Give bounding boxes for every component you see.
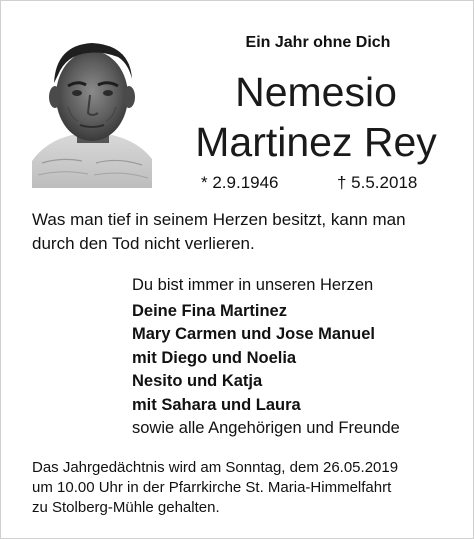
memorial-quote <box>32 208 452 256</box>
quote-line: durch den Tod nicht verlieren. <box>32 234 255 253</box>
subtitle: Ein Jahr ohne Dich <box>245 34 391 51</box>
life-dates <box>161 172 474 194</box>
notice-line: Das Jahrgedächtnis wird am Sonntag, dem 26.05.2019 <box>32 459 399 476</box>
mourner-line: Deine Fina Martinez <box>132 301 287 320</box>
mourners-block <box>132 274 462 441</box>
portrait-photo <box>32 33 152 188</box>
death-date: † 5.5.2018 <box>337 173 418 192</box>
notice-line: um 10.00 Uhr in der Pfarrkirche St. Maria-Himmelfahrt <box>32 479 392 496</box>
notice-line: zu Stolberg-Mühle gehalten. <box>32 499 220 516</box>
signoff-intro: Du bist immer in unseren Herzen <box>132 276 374 294</box>
deceased-last-name: Martinez Rey <box>195 119 437 165</box>
signoff-closing: sowie alle Angehörigen und Freunde <box>132 419 400 437</box>
deceased-first-name: Nemesio <box>235 69 397 115</box>
mourner-line: Nesito und Katja <box>132 372 263 390</box>
birth-date: * 2.9.1946 <box>201 173 279 192</box>
mourner-line: mit Diego und Noelia <box>132 348 297 367</box>
mourner-line: mit Sahara und Laura <box>132 395 301 414</box>
memorial-service-notice <box>32 458 462 518</box>
mourner-line: Mary Carmen und Jose Manuel <box>132 325 375 343</box>
quote-line: Was man tief in seinem Herzen besitzt, kann man <box>32 210 406 229</box>
